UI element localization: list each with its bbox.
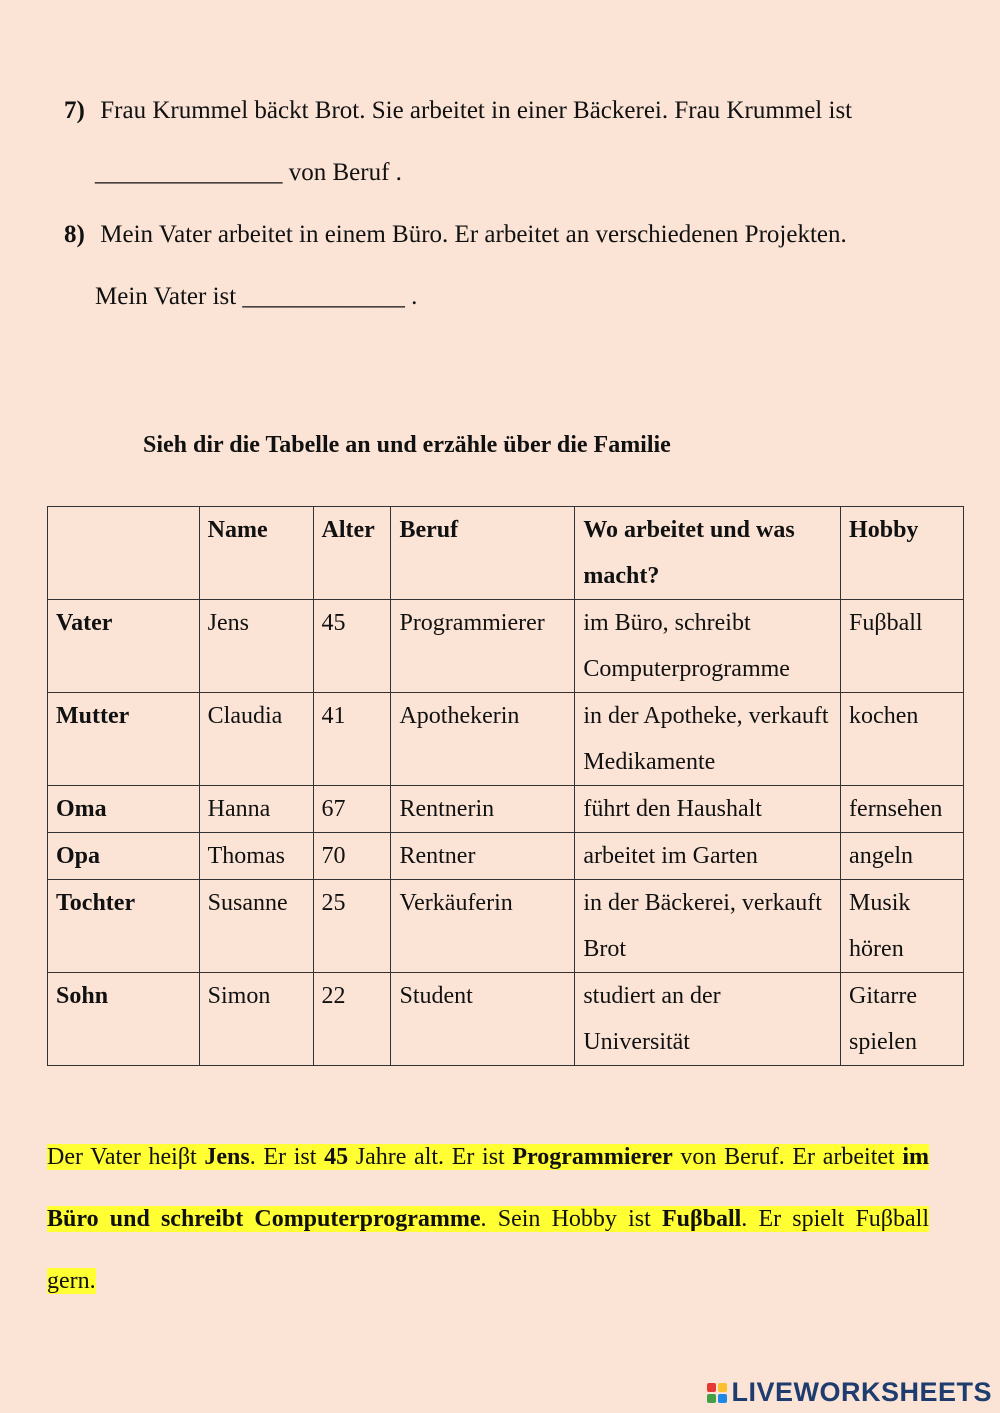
- table-cell: Jens: [199, 600, 313, 693]
- table-header-cell: Beruf: [391, 507, 575, 600]
- example-text: . Er ist: [249, 1144, 325, 1170]
- family-table: [47, 506, 964, 1066]
- example-bold-text: 45: [324, 1144, 349, 1170]
- question-blank-text: _______________ von Beruf .: [95, 159, 402, 186]
- table-header-cell: [48, 507, 200, 600]
- table-row: [48, 786, 964, 833]
- example-text: . Er spielt Fuβball gern.: [47, 1206, 930, 1294]
- table-cell: kochen: [841, 693, 964, 786]
- table-cell: arbeitet im Garten: [575, 833, 841, 880]
- table-header-cell: Wo arbeitet und was macht?: [575, 507, 841, 600]
- table-cell: Musik hören: [841, 880, 964, 973]
- table-cell: Gitarre spielen: [841, 973, 964, 1066]
- section-heading: Sieh dir die Tabelle an und erzähle über die Familie: [143, 432, 671, 458]
- table-cell: Fuβball: [841, 600, 964, 693]
- table-cell: 25: [313, 880, 391, 973]
- example-bold-text: Jens: [204, 1144, 250, 1170]
- table-header-cell: Alter: [313, 507, 391, 600]
- table-cell: Verkäuferin: [391, 880, 575, 973]
- table-row-label: Tochter: [48, 880, 200, 973]
- example-text: Jahre alt. Er ist: [348, 1144, 513, 1170]
- liveworksheets-logo: [707, 1377, 992, 1408]
- table-cell: Susanne: [199, 880, 313, 973]
- table-cell: Hanna: [199, 786, 313, 833]
- logo-square: [718, 1383, 727, 1392]
- example-bold-text: im Büro und schreibt Computerprogramme: [47, 1144, 930, 1232]
- table-cell: Student: [391, 973, 575, 1066]
- table-cell: 45: [313, 600, 391, 693]
- question-7-line-1: [64, 96, 852, 126]
- table-row: [48, 833, 964, 880]
- table-row-label: Sohn: [48, 973, 200, 1066]
- table-header-row: [48, 507, 964, 600]
- example-text: von Beruf. Er arbeitet: [672, 1144, 903, 1170]
- example-text: . Sein Hobby ist: [480, 1206, 662, 1232]
- table-cell: Apothekerin: [391, 693, 575, 786]
- table-row: [48, 693, 964, 786]
- highlighted-text: [47, 1144, 929, 1294]
- logo-text: LIVEWORKSHEETS: [731, 1377, 992, 1407]
- table-cell: 67: [313, 786, 391, 833]
- logo-square: [718, 1394, 727, 1403]
- table-cell: führt den Haushalt: [575, 786, 841, 833]
- example-text: Der Vater heiβt: [47, 1144, 205, 1170]
- table-row-label: Vater: [48, 600, 200, 693]
- table-row-label: Oma: [48, 786, 200, 833]
- table-row-label: Opa: [48, 833, 200, 880]
- logo-badge-icon: [707, 1383, 727, 1403]
- table-cell: Rentner: [391, 833, 575, 880]
- table-row-label: Mutter: [48, 693, 200, 786]
- table-cell: in der Bäckerei, verkauft Brot: [575, 880, 841, 973]
- table-cell: 41: [313, 693, 391, 786]
- question-8-line-1: [64, 220, 847, 250]
- question-blank-text: Mein Vater ist _____________ .: [95, 283, 418, 310]
- table-cell: Rentnerin: [391, 786, 575, 833]
- example-bold-text: Fuβball: [661, 1206, 742, 1232]
- example-paragraph: [47, 1126, 929, 1312]
- table-cell: im Büro, schreibt Computerprogramme: [575, 600, 841, 693]
- table-row: [48, 880, 964, 973]
- table-cell: studiert an der Universität: [575, 973, 841, 1066]
- table-cell: in der Apotheke, verkauft Medikamente: [575, 693, 841, 786]
- question-number: 8): [64, 221, 85, 248]
- table-row: [48, 600, 964, 693]
- table-cell: Claudia: [199, 693, 313, 786]
- table-cell: Simon: [199, 973, 313, 1066]
- table-cell: 22: [313, 973, 391, 1066]
- table-cell: fernsehen: [841, 786, 964, 833]
- table-cell: angeln: [841, 833, 964, 880]
- table-cell: Thomas: [199, 833, 313, 880]
- example-bold-text: Programmierer: [512, 1144, 673, 1170]
- table-cell: Programmierer: [391, 600, 575, 693]
- logo-square: [707, 1394, 716, 1403]
- logo-square: [707, 1383, 716, 1392]
- question-text: Mein Vater arbeitet in einem Büro. Er arbeitet an verschiedenen Projekten.: [100, 221, 847, 248]
- question-7-line-2: [64, 158, 402, 188]
- question-number: 7): [64, 97, 85, 124]
- table-cell: 70: [313, 833, 391, 880]
- table-row: [48, 973, 964, 1066]
- table-header-cell: Hobby: [841, 507, 964, 600]
- table-header-cell: Name: [199, 507, 313, 600]
- question-text: Frau Krummel bäckt Brot. Sie arbeitet in einer Bäckerei. Frau Krummel ist: [100, 97, 853, 124]
- question-8-line-2: [64, 282, 417, 312]
